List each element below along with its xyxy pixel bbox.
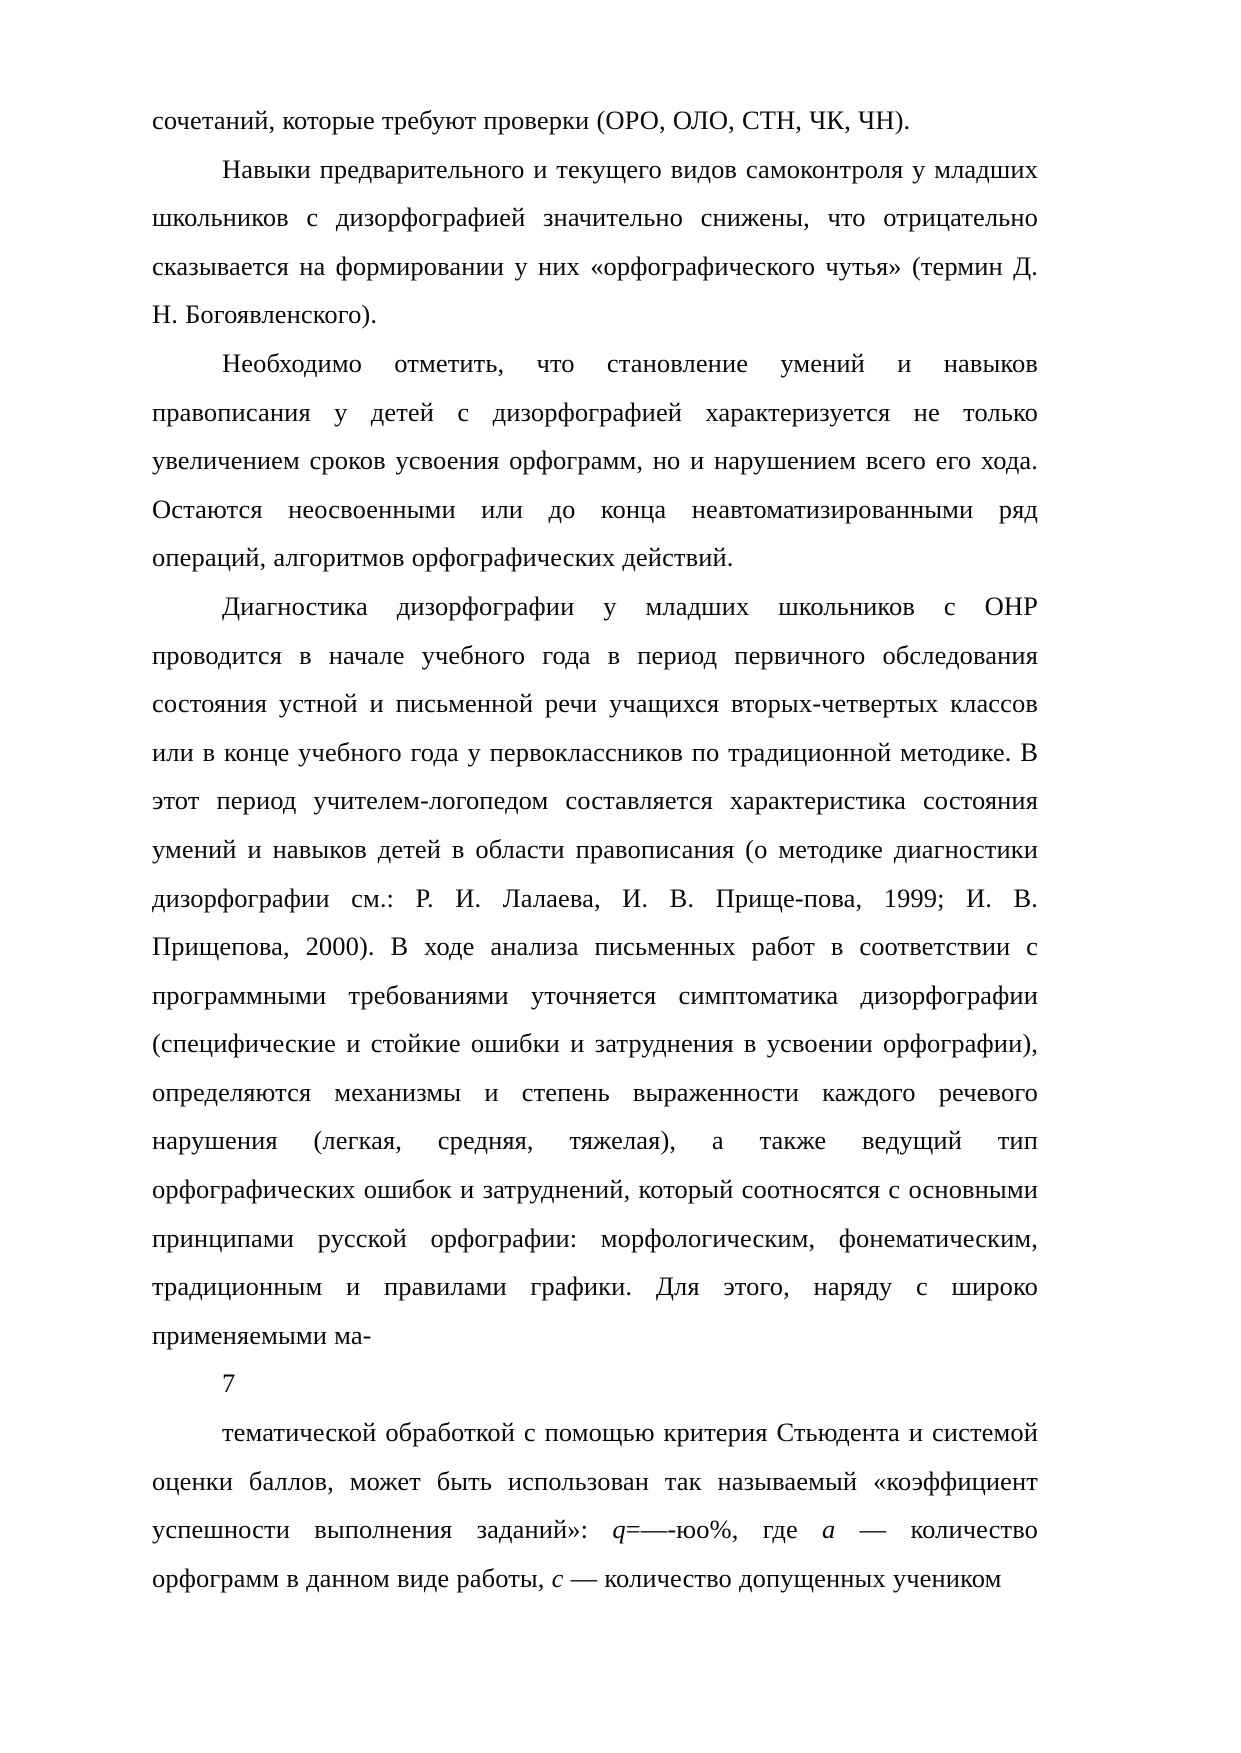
formula-equals-sign: = xyxy=(625,1514,641,1545)
page-number-folio: 7 xyxy=(222,1368,236,1399)
paragraph-neobhodimo-otmetit: Необходимо отметить, что становление умений и навыков правописания у детей с дизорфографией характеризуется не только увеличением сроков усвоения орфограмм, но и нарушением всего его хода. Остаются неосвоенными или до конца неавтоматизированными ряд операций, алгоритмов орфографических действий. xyxy=(152,347,1038,573)
variable-a: a xyxy=(822,1514,836,1545)
page-text-column xyxy=(152,96,1038,1602)
formula-trailing-comma: , xyxy=(731,1514,739,1545)
paragraph-navyki-samokontrolya: Навыки предварительного и текущего видов самоконтроля у младших школьников с дизорфографией значительно снижены, что отрицательно сказывается на формировании у них «орфографического чутья» (термин Д. Н. Богоявленского). xyxy=(152,153,1038,330)
paragraph-diagnostika-dizorfografii: Диагностика дизорфографии у младших школьников с ОНР проводится в начале учебного года в период первичного обследования состояния устной и письменной речи учащихся вторых-четвертых классов или в конце учебного года у первоклассников по традиционной методике. В этот период учителем-логопедом составляется характеристика состояния умений и навыков детей в области правописания (о методике диагностики дизорфографии см.: Р. И. Лалаева, И. В. Прище-пова, 1999; И. В. Прищепова, 2000). В ходе анализа письменных работ в соответствии с программными требованиями уточняется симптоматика дизорфографии (специфические и стойкие ошибки и затруднения в усвоении орфографии), определяются механизмы и степень выраженности каждого речевого нарушения (легкая, средняя, тяжелая), а также ведущий тип орфографических ошибок и затруднений, который соотносятся с основными принципами русской орфографии: морфологическим, фонематическим, традиционным и правилами графики. Для этого, наряду с широко применяемыми ма- xyxy=(152,590,1038,1350)
formula-value: юо% xyxy=(676,1514,732,1545)
final-paragraph-mid: — количество орфограмм в данном виде работы, xyxy=(152,1514,1038,1593)
final-paragraph-tail: — количество допущенных учеником xyxy=(563,1562,1002,1593)
paragraph-continuation: сочетаний, которые требуют проверки (ОРО, ОЛО, СТН, ЧК, ЧН). xyxy=(152,105,911,135)
paragraph-tematicheskoi-obrabotkoi xyxy=(152,1408,1038,1602)
success-coefficient-formula xyxy=(612,1514,738,1544)
formula-variable-q: q xyxy=(612,1514,626,1545)
formula-fraction-rule: —- xyxy=(640,1514,677,1545)
final-paragraph-lead: тематической обработкой с помощью критерия Стьюдента и системой оценки баллов, может быть использован так называемый «коэффициент успешности выполнения заданий»: xyxy=(152,1417,1038,1545)
variable-c: c xyxy=(551,1562,564,1593)
final-paragraph-after-formula: где xyxy=(738,1514,823,1545)
